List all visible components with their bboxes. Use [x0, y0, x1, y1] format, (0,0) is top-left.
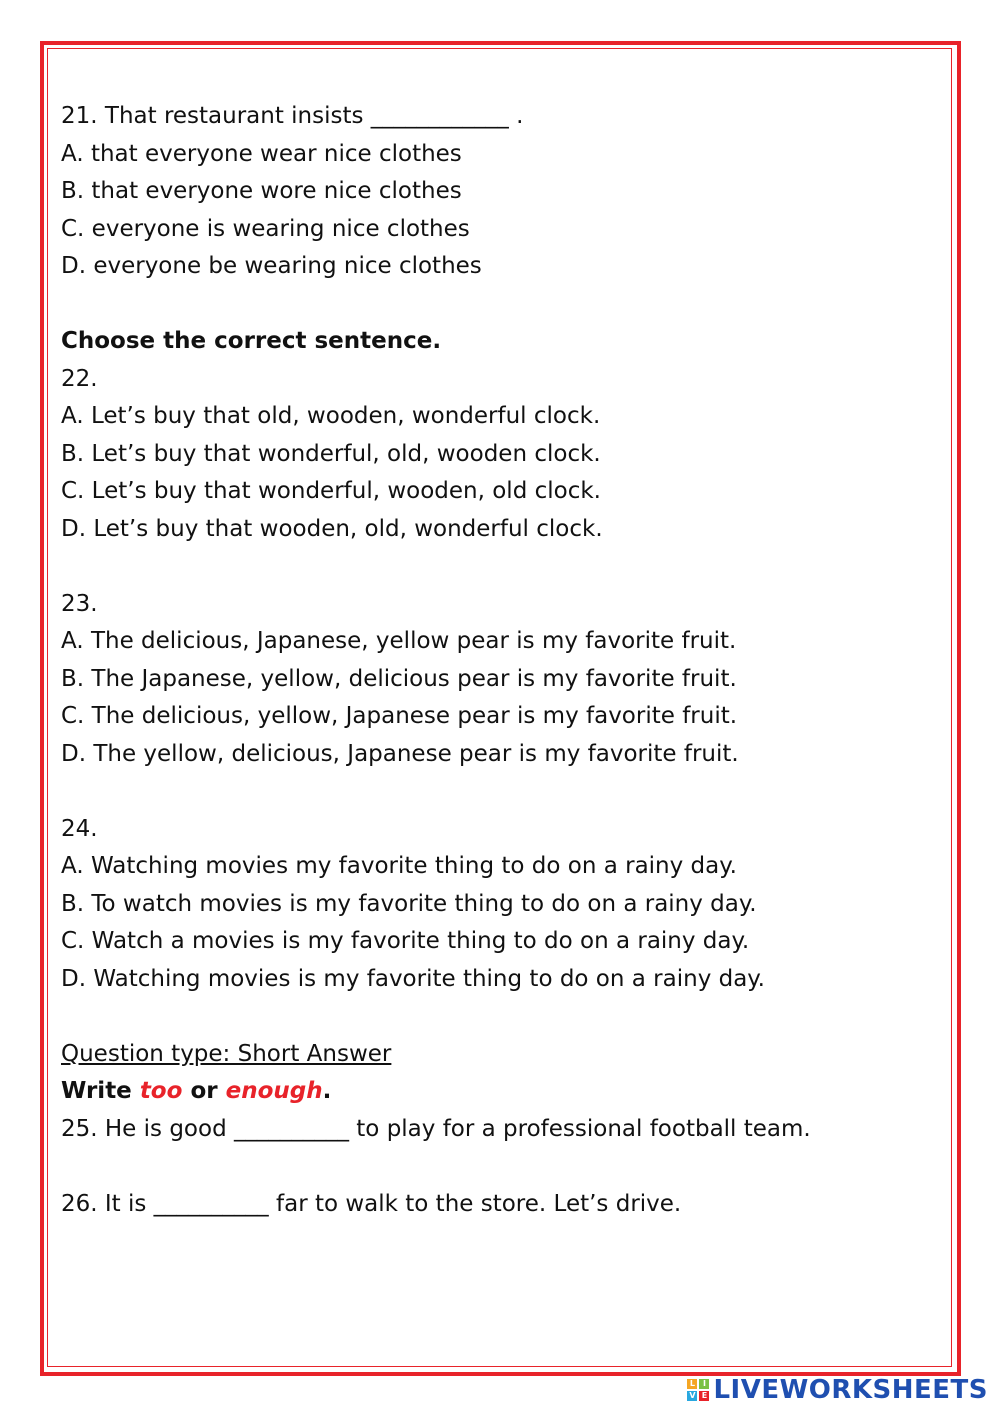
question-23-number: 23. [61, 590, 98, 617]
question-22-option-c: C. Let’s buy that wonderful, wooden, old clock. [61, 478, 601, 504]
instruction-line [61, 1073, 941, 1111]
question-21-option-a: A. that everyone wear nice clothes [61, 140, 462, 167]
question-type-label: Question type: Short Answer [61, 1040, 392, 1067]
logo-block-l: L [687, 1379, 697, 1389]
question-22-option-d: D. Let’s buy that wooden, old, wonderful clock. [61, 515, 603, 542]
question-24-option-c: C. Watch a movies is my favorite thing to do on a rainy day. [61, 928, 750, 954]
instruction-enough: enough [225, 1078, 323, 1104]
question-21-stem: 21. That restaurant insists ____________ . [61, 103, 524, 129]
logo-block-i: I [699, 1379, 709, 1389]
section-heading-choose: Choose the correct sentence. [61, 328, 442, 354]
spacer [61, 773, 941, 811]
question-21-option-d: D. everyone be wearing nice clothes [61, 253, 482, 279]
instruction-write: Write [61, 1078, 132, 1104]
question-23-option-c: C. The delicious, yellow, Japanese pear is my favorite fruit. [61, 703, 738, 729]
question-21-option-c: C. everyone is wearing nice clothes [61, 215, 470, 242]
liveworksheets-logo [687, 1372, 988, 1408]
question-24-number: 24. [61, 815, 98, 842]
question-23-option-b: B. The Japanese, yellow, delicious pear is my favorite fruit. [61, 665, 737, 692]
instruction-too: too [139, 1078, 183, 1104]
worksheet-content [61, 98, 941, 1223]
instruction-period: . [322, 1078, 332, 1104]
spacer [61, 286, 941, 324]
question-23-option-a: A. The delicious, Japanese, yellow pear is my favorite fruit. [61, 628, 737, 654]
spacer [61, 998, 941, 1036]
logo-block-v: V [689, 1391, 696, 1400]
question-25: 25. He is good __________ to play for a professional football team. [61, 1115, 811, 1142]
spacer [61, 548, 941, 586]
question-22-option-b: B. Let’s buy that wonderful, old, wooden clock. [61, 440, 601, 467]
question-22-option-a: A. Let’s buy that old, wooden, wonderful clock. [61, 403, 601, 429]
question-22-number: 22. [61, 365, 98, 392]
question-24-option-b: B. To watch movies is my favorite thing to do on a rainy day. [61, 890, 757, 917]
question-23-option-d: D. The yellow, delicious, Japanese pear is my favorite fruit. [61, 740, 739, 767]
logo-block-e: E [699, 1391, 709, 1401]
question-24-option-d: D. Watching movies is my favorite thing to do on a rainy day. [61, 965, 765, 992]
instruction-or: or [190, 1078, 218, 1104]
logo-blocks-icon [687, 1379, 709, 1401]
logo-text: LIVEWORKSHEETS [713, 1375, 988, 1405]
question-21-option-b: B. that everyone wore nice clothes [61, 178, 462, 204]
spacer [61, 1148, 941, 1186]
question-24-option-a: A. Watching movies my favorite thing to do on a rainy day. [61, 853, 737, 879]
question-26: 26. It is __________ far to walk to the store. Let’s drive. [61, 1190, 682, 1217]
